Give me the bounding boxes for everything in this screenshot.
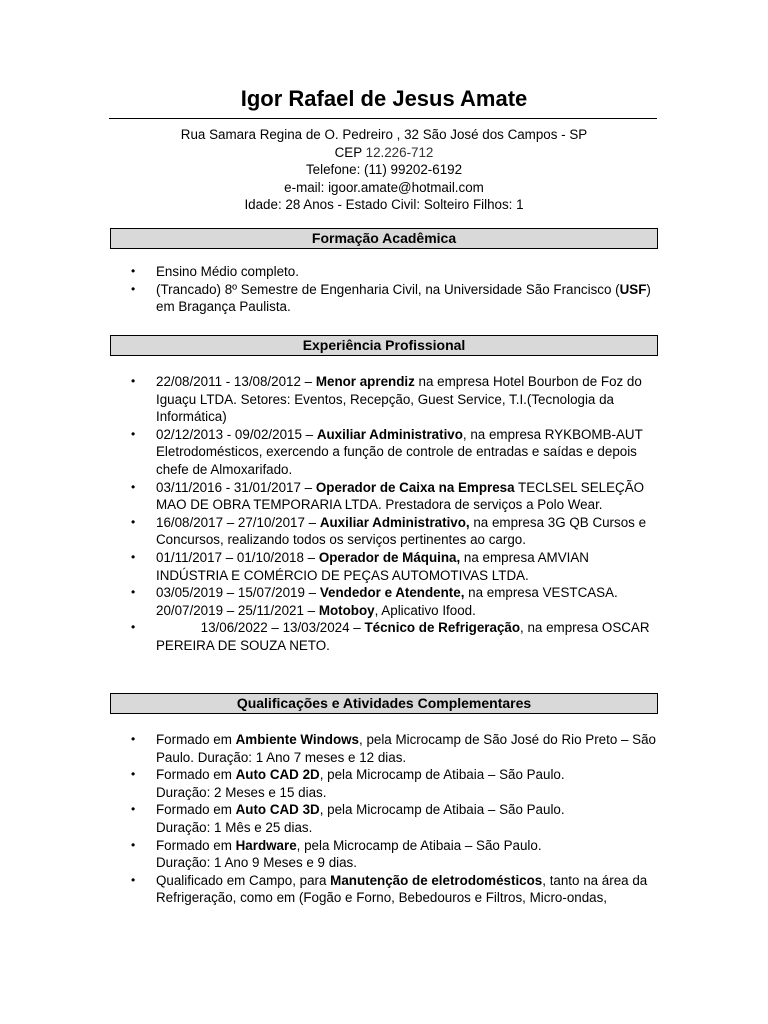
experience-list	[110, 373, 658, 655]
bullet-icon: •	[131, 281, 136, 296]
candidate-name: Igor Rafael de Jesus Amate	[240, 86, 528, 111]
phone-line: Telefone: (11) 99202-6192	[305, 162, 463, 177]
qualifications-list	[110, 731, 658, 907]
header-divider	[109, 118, 657, 119]
bullet-icon: •	[131, 837, 136, 852]
list-item: • 03/11/2016 - 31/01/2017 – Operador de Caixa na Empresa TECLSEL SELEÇÃO MAO DE OBRA TEMPORARIA LTDA. Prestadora de serviços a Polo Wear.	[131, 479, 645, 513]
address-line: Rua Samara Regina de O. Pedreiro , 32 São José dos Campos - SP	[180, 127, 588, 142]
list-item: • Formado em Auto CAD 3D, pela Microcamp de Atibaia – São Paulo. Duração: 1 Mês e 25 dias.	[131, 802, 565, 835]
email-line: e-mail: igoor.amate@hotmail.com	[284, 179, 484, 195]
list-item: • Formado em Auto CAD 2D, pela Microcamp de Atibaia – São Paulo. Duração: 2 Meses e 15 dias.	[131, 767, 565, 800]
cep-label: CEP	[334, 144, 366, 160]
education-list	[110, 263, 658, 316]
list-item: • Formado em Hardware, pela Microcamp de Atibaia – São Paulo. Duração: 1 Ano 9 Meses e 9 dias.	[131, 837, 542, 871]
contact-block	[0, 126, 768, 214]
bullet-icon: •	[131, 802, 136, 817]
list-item: • 13/06/2022 – 13/03/2024 – Técnico de Refrigeração, na empresa OSCAR PEREIRA DE SOUZA NETO.	[131, 620, 654, 653]
bullet-icon: •	[131, 374, 136, 388]
list-item: • Qualificado em Campo, para Manutenção de eletrodomésticos, tanto na área da Refrigeração, como em (Fogão e Forno, Bebedouros e Filtros, Micro-ondas,	[131, 872, 648, 906]
bullet-icon: •	[131, 549, 136, 564]
bullet-icon: •	[131, 264, 136, 278]
list-item: • 16/08/2017 – 27/10/2017 – Auxiliar Administrativo, na empresa 3G QB Cursos e Concursos, realizando todos os serviços pertinentes ao cargo.	[131, 514, 647, 548]
cep-line	[0, 144, 768, 162]
cep-value: 12.226-712	[365, 144, 434, 160]
bullet-icon: •	[131, 585, 136, 600]
bullet-icon: •	[131, 732, 136, 746]
details-line: Idade: 28 Anos - Estado Civil: Solteiro Filhos: 1	[244, 197, 524, 212]
list-item: • Ensino Médio completo.	[131, 264, 299, 279]
list-item: • (Trancado) 8º Semestre de Engenharia Civil, na Universidade São Francisco (USF) em Bragança Paulista.	[131, 281, 651, 315]
bullet-icon: •	[131, 514, 136, 529]
bullet-icon: •	[131, 767, 136, 782]
qualifications-section-title: Qualificações e Atividades Complementares	[110, 693, 658, 714]
list-item: • Formado em Ambiente Windows, pela Microcamp de São José do Rio Preto – São Paulo. Duração: 1 Ano 7 meses e 12 dias.	[131, 732, 656, 765]
education-section-title: Formação Acadêmica	[110, 228, 658, 249]
bullet-icon: •	[131, 426, 136, 441]
bullet-icon: •	[131, 620, 136, 635]
list-item: • 01/11/2017 – 01/10/2018 – Operador de Máquina, na empresa AMVIAN INDÚSTRIA E COMÉRCIO DE PEÇAS AUTOMOTIVAS LTDA.	[131, 549, 589, 583]
list-item: • 03/05/2019 – 15/07/2019 – Vendedor e Atendente, na empresa VESTCASA. 20/07/2019 – 25/11/2021 – Motoboy, Aplicativo Ifood.	[131, 585, 618, 618]
experience-section-title: Experiência Profissional	[110, 335, 658, 356]
bullet-icon: •	[131, 872, 136, 887]
list-item: • 02/12/2013 - 09/02/2015 – Auxiliar Administrativo, na empresa RYKBOMB-AUT Eletrodomésticos, exercendo a função de controle de entradas e saídas e depois chefe de Almoxarifado.	[131, 426, 643, 477]
bullet-icon: •	[131, 479, 136, 494]
list-item: • 22/08/2011 - 13/08/2012 – Menor aprendiz na empresa Hotel Bourbon de Foz do Iguaçu LTDA. Setores: Eventos, Recepção, Guest Service, T.I.(Tecnologia da Informática)	[131, 374, 642, 425]
